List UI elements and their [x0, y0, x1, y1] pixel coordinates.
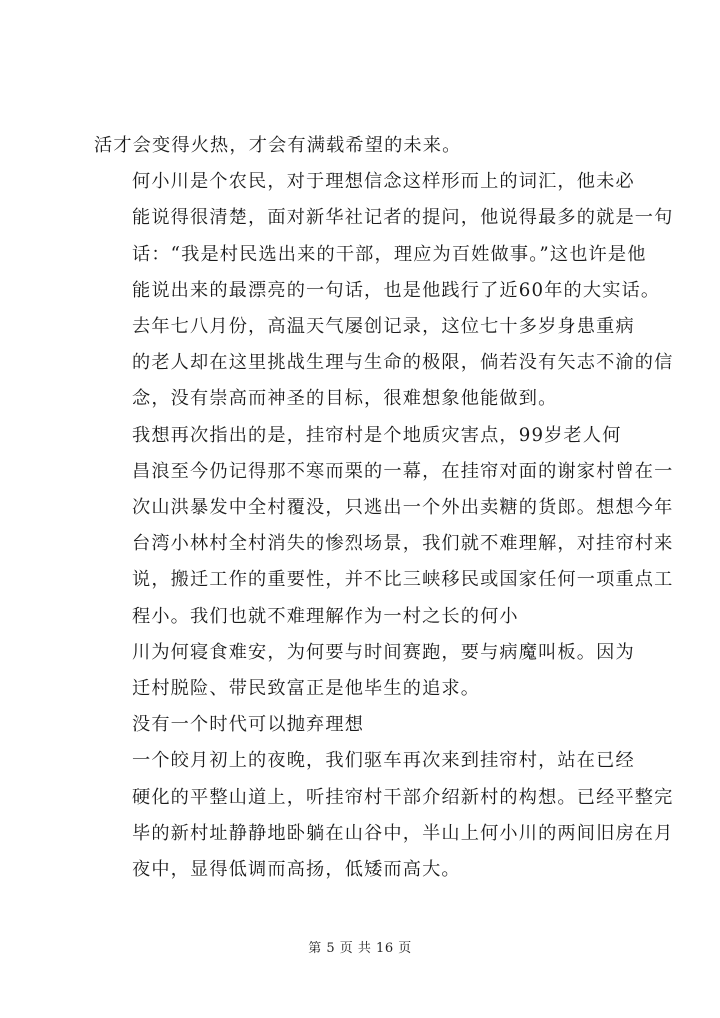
section-heading	[94, 707, 654, 743]
paragraph-last-summer	[94, 309, 674, 418]
text-line: 毕的新村址静静地卧躺在山谷中，半山上何小川的两间旧房在月	[132, 822, 674, 844]
paragraph-he-xiaochuan-farmer	[94, 164, 674, 309]
text-line: 川为何寝食难安，为何要与时间赛跑，要与病魔叫板。因为	[132, 641, 635, 663]
text-line: 说，搬迁工作的重要性，并不比三峡移民或国家任何一项重点工	[132, 569, 674, 591]
heading-text: 没有一个时代可以抛弃理想	[132, 714, 365, 736]
text-line: 台湾小林村全村消失的惨烈场景，我们就不难理解，对挂帘村来	[132, 533, 674, 555]
document-body	[94, 128, 674, 888]
text-line: 我想再次指出的是，挂帘村是个地质灾害点，99岁老人何	[132, 424, 622, 446]
text-line: 的老人却在这里挑战生理与生命的极限，倘若没有矢志不渝的信	[132, 352, 674, 374]
text-line: 程小。我们也就不难理解作为一村之长的何小	[132, 605, 519, 627]
paragraph-continuation	[94, 128, 654, 164]
paragraph-race-against-time	[94, 635, 654, 707]
text-line: 一个皎月初上的夜晚，我们驱车再次来到挂帘村，站在已经	[132, 750, 635, 772]
text-line: 硬化的平整山道上，听挂帘村干部介绍新村的构想。已经平整完	[132, 786, 674, 808]
text-line: 念，没有崇高而神圣的目标，很难想象他能做到。	[132, 388, 558, 410]
text-line: 活才会变得火热，才会有满载希望的未来。	[94, 135, 462, 156]
paragraph-moonlit-night	[94, 743, 674, 888]
paragraph-geological-hazard	[94, 418, 674, 635]
page-number-footer: 第 5 页 共 16 页	[308, 941, 412, 956]
text-line: 话：“我是村民选出来的干部，理应为百姓做事。”这也许是他	[132, 243, 647, 265]
text-line: 去年七八月份，高温天气屡创记录，这位七十多岁身患重病	[132, 316, 635, 338]
text-line: 迁村脱险、带民致富正是他毕生的追求。	[132, 678, 481, 700]
text-line: 何小川是个农民，对于理想信念这样形而上的词汇，他未必	[132, 171, 635, 193]
text-line: 能说得很清楚，面对新华社记者的提问，他说得最多的就是一句	[132, 207, 674, 229]
text-line: 夜中，显得低调而高扬，低矮而高大。	[132, 859, 461, 881]
text-line: 能说出来的最漂亮的一句话，也是他践行了近60年的大实话。	[132, 279, 661, 301]
text-line: 昌浪至今仍记得那不寒而栗的一幕，在挂帘对面的谢家村曾在一	[132, 460, 674, 482]
text-line: 次山洪暴发中全村覆没，只逃出一个外出卖糖的货郎。想想今年	[132, 497, 674, 519]
